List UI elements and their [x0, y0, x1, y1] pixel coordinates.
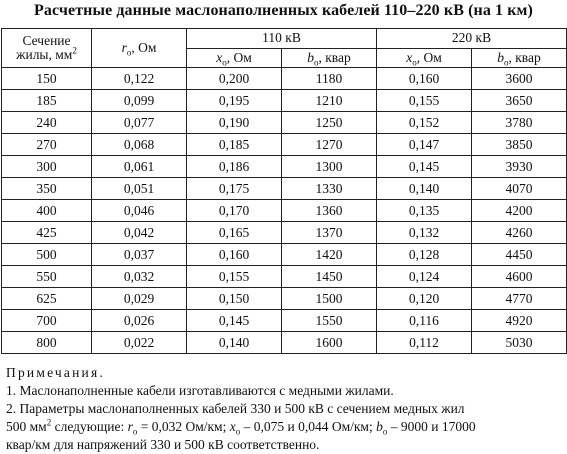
table-row: [2, 134, 567, 156]
cell-section: 550: [2, 266, 92, 288]
cell-resistance: 0,122: [92, 68, 187, 90]
cell-reactance-220: 0,140: [377, 178, 472, 200]
cell-section: 185: [2, 90, 92, 112]
cell-section: 350: [2, 178, 92, 200]
cell-charging-220: 3650: [472, 90, 567, 112]
cable-data-table: [1, 28, 567, 354]
cell-resistance: 0,046: [92, 200, 187, 222]
cell-charging-110: 1600: [282, 332, 377, 354]
cell-section: 700: [2, 310, 92, 332]
cell-charging-110: 1330: [282, 178, 377, 200]
table-row: [2, 288, 567, 310]
cell-reactance-220: 0,112: [377, 332, 472, 354]
cell-charging-220: 5030: [472, 332, 567, 354]
table-row: [2, 90, 567, 112]
cell-charging-220: 3780: [472, 112, 567, 134]
cell-reactance-110: 0,145: [187, 310, 282, 332]
header-charging-110: $b_o$, квар: [282, 48, 377, 68]
cell-section: 400: [2, 200, 92, 222]
header-resistance: $r_o$, Ом: [92, 29, 187, 68]
cell-reactance-110: 0,165: [187, 222, 282, 244]
cell-reactance-110: 0,150: [187, 288, 282, 310]
cell-charging-220: 3930: [472, 156, 567, 178]
note-2-line-1: 2. Параметры маслонаполненных кабелей 330 и 500 кВ с сечением медных жил: [6, 401, 465, 416]
cell-reactance-110: 0,190: [187, 112, 282, 134]
cell-reactance-110: 0,186: [187, 156, 282, 178]
cell-charging-220: 4260: [472, 222, 567, 244]
table-title: Расчетные данные маслонаполненных кабелей 110–220 кВ (на 1 км): [34, 2, 533, 19]
table-row: [2, 244, 567, 266]
cell-section: 425: [2, 222, 92, 244]
cell-section: 500: [2, 244, 92, 266]
cell-reactance-110: 0,175: [187, 178, 282, 200]
cell-reactance-110: 0,170: [187, 200, 282, 222]
cell-reactance-220: 0,152: [377, 112, 472, 134]
cell-charging-110: 1300: [282, 156, 377, 178]
cell-charging-110: 1270: [282, 134, 377, 156]
table-row: [2, 200, 567, 222]
table-row: [2, 178, 567, 200]
cell-reactance-110: 0,200: [187, 68, 282, 90]
header-charging-220: $b_o$, квар: [472, 48, 567, 68]
cell-charging-220: 3850: [472, 134, 567, 156]
cell-section: 800: [2, 332, 92, 354]
cell-charging-110: 1550: [282, 310, 377, 332]
cell-section: 270: [2, 134, 92, 156]
table-body: [2, 68, 567, 354]
cell-charging-220: 4920: [472, 310, 567, 332]
cell-charging-110: 1250: [282, 112, 377, 134]
cell-resistance: 0,099: [92, 90, 187, 112]
notes-heading: Примечания.: [6, 365, 105, 380]
cell-reactance-220: 0,135: [377, 200, 472, 222]
cell-resistance: 0,068: [92, 134, 187, 156]
cell-charging-220: 4070: [472, 178, 567, 200]
note-1: 1. Маслонаполненные кабели изготавливаются с медными жилами.: [6, 383, 394, 398]
cell-resistance: 0,051: [92, 178, 187, 200]
table-row: [2, 222, 567, 244]
cell-charging-220: 4450: [472, 244, 567, 266]
cell-reactance-220: 0,147: [377, 134, 472, 156]
table-row: [2, 310, 567, 332]
cell-reactance-220: 0,116: [377, 310, 472, 332]
cell-reactance-110: 0,195: [187, 90, 282, 112]
cell-section: 240: [2, 112, 92, 134]
cell-reactance-220: 0,132: [377, 222, 472, 244]
cell-reactance-110: 0,155: [187, 266, 282, 288]
note-2-line-2: 500 $мм^2$ следующие: $r_о = 0,032$ Ом/км; $x_о - 0,075$ и 0,044 Ом/км; $b_о - 9000$ и 17000: [6, 417, 476, 437]
cell-reactance-220: 0,160: [377, 68, 472, 90]
header-reactance-110: $x_o$, Ом: [187, 48, 282, 68]
note-2-line-3: квар/км для напряжений 330 и 500 кВ соответственно.: [6, 437, 320, 452]
cell-charging-110: 1180: [282, 68, 377, 90]
cell-section: 150: [2, 68, 92, 90]
notes: [6, 364, 566, 454]
cell-resistance: 0,077: [92, 112, 187, 134]
cell-section: 300: [2, 156, 92, 178]
cell-reactance-110: 0,140: [187, 332, 282, 354]
cell-charging-110: 1370: [282, 222, 377, 244]
cell-charging-110: 1450: [282, 266, 377, 288]
table-row: [2, 332, 567, 354]
cell-reactance-220: 0,155: [377, 90, 472, 112]
cell-charging-220: 4770: [472, 288, 567, 310]
cell-resistance: 0,022: [92, 332, 187, 354]
cell-reactance-110: 0,160: [187, 244, 282, 266]
cell-reactance-220: 0,124: [377, 266, 472, 288]
cell-charging-220: 3600: [472, 68, 567, 90]
table-row: [2, 156, 567, 178]
cell-resistance: 0,029: [92, 288, 187, 310]
cell-charging-220: 4200: [472, 200, 567, 222]
cell-reactance-220: 0,128: [377, 244, 472, 266]
cell-charging-110: 1500: [282, 288, 377, 310]
cell-section: 625: [2, 288, 92, 310]
table-row: [2, 68, 567, 90]
header-group-110kv: 110 кВ: [187, 29, 377, 49]
table-row: [2, 112, 567, 134]
cell-reactance-220: 0,120: [377, 288, 472, 310]
cell-charging-110: 1360: [282, 200, 377, 222]
cell-resistance: 0,061: [92, 156, 187, 178]
cell-resistance: 0,042: [92, 222, 187, 244]
table-row: [2, 266, 567, 288]
cell-resistance: 0,026: [92, 310, 187, 332]
header-reactance-220: $x_o$, Ом: [377, 48, 472, 68]
cell-reactance-110: 0,185: [187, 134, 282, 156]
header-section: Сечение жилы, $мм^2$: [2, 29, 92, 68]
header-group-220kv: 220 кВ: [377, 29, 567, 49]
cell-charging-110: 1210: [282, 90, 377, 112]
cell-resistance: 0,037: [92, 244, 187, 266]
cell-charging-110: 1420: [282, 244, 377, 266]
cell-charging-220: 4600: [472, 266, 567, 288]
cell-resistance: 0,032: [92, 266, 187, 288]
cell-reactance-220: 0,145: [377, 156, 472, 178]
